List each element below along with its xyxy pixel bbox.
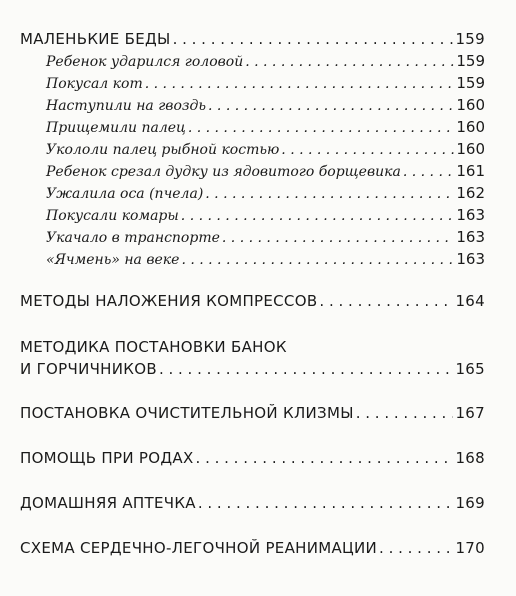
- toc-subentry-title: «Ячмень» на веке: [46, 252, 180, 268]
- dot-leader: [205, 186, 454, 202]
- toc-entry-cups-title-line1: МЕТОДИКА ПОСТАНОВКИ БАНОК: [20, 338, 287, 356]
- toc-subentry-title: Прищемили палец: [46, 120, 186, 136]
- dot-leader: [145, 76, 455, 92]
- toc-subentry-title: Укололи палец рыбной костью: [46, 142, 280, 158]
- toc-subentry-page: 160: [456, 118, 485, 136]
- toc-subentry-title: Ужалила оса (пчела): [46, 186, 204, 202]
- toc-entry-page: 167: [455, 404, 485, 422]
- toc-entry-title: ДОМАШНЯЯ АПТЕЧКА: [20, 494, 196, 512]
- dot-leader: [356, 404, 454, 422]
- dot-leader: [188, 120, 455, 136]
- dot-leader: [222, 230, 454, 246]
- toc-subentry-title: Наступили на гвоздь: [46, 98, 207, 114]
- toc-subentry[interactable]: [46, 184, 485, 202]
- dot-leader: [245, 54, 454, 70]
- toc-subentry-page: 163: [456, 250, 485, 268]
- toc-entry-page: 170: [455, 539, 485, 557]
- toc-subentry-page: 159: [456, 74, 485, 92]
- toc-entry-title: ПОМОЩЬ ПРИ РОДАХ: [20, 449, 194, 467]
- toc-subentry-title: Покусали комары: [46, 208, 179, 224]
- dot-leader: [181, 208, 455, 224]
- dot-leader: [208, 98, 454, 114]
- toc-subentry-page: 160: [456, 140, 485, 158]
- dot-leader: [159, 360, 454, 378]
- toc-subentry[interactable]: [46, 96, 485, 114]
- toc-entry-enema[interactable]: [20, 404, 485, 422]
- toc-subentry-page: 159: [456, 52, 485, 70]
- toc-subentry[interactable]: [46, 118, 485, 136]
- toc-entry-page: 164: [455, 292, 485, 310]
- dot-leader: [173, 30, 454, 48]
- toc-entry-small-troubles[interactable]: [20, 30, 485, 48]
- toc-entry-title: МАЛЕНЬКИЕ БЕДЫ: [20, 30, 171, 48]
- dot-leader: [319, 292, 453, 310]
- toc-entry-cpr[interactable]: [20, 539, 485, 557]
- dot-leader: [181, 252, 454, 268]
- toc-entry-cups[interactable]: [20, 360, 485, 378]
- toc-entry-page: 169: [455, 494, 485, 512]
- toc-entry-title: И ГОРЧИЧНИКОВ: [20, 360, 157, 378]
- dot-leader: [281, 142, 454, 158]
- toc-subentry[interactable]: [46, 52, 485, 70]
- dot-leader: [379, 539, 453, 557]
- toc-entry-childbirth[interactable]: [20, 449, 485, 467]
- toc-subentry[interactable]: [46, 74, 485, 92]
- toc-subentry[interactable]: [46, 250, 485, 268]
- toc-subentry[interactable]: [46, 206, 485, 224]
- dot-leader: [196, 449, 454, 467]
- toc-subentry[interactable]: [46, 228, 485, 246]
- toc-subentry-page: 163: [456, 228, 485, 246]
- toc-entry-page: 168: [455, 449, 485, 467]
- toc-subentry[interactable]: [46, 162, 485, 180]
- toc-entry-compresses[interactable]: [20, 292, 485, 310]
- toc-subentry-title: Укачало в транспорте: [46, 230, 220, 246]
- toc-subentry-title: Покусал кот: [46, 76, 143, 92]
- toc-subentry-title: Ребенок срезал дудку из ядовитого борщевика: [46, 164, 401, 180]
- dot-leader: [198, 494, 454, 512]
- toc-subentry-page: 162: [456, 184, 485, 202]
- toc-entry-page: 165: [455, 360, 485, 378]
- toc-subentry-title: Ребенок ударился головой: [46, 54, 244, 70]
- toc-entry-page: 159: [455, 30, 485, 48]
- toc-subentry-page: 163: [456, 206, 485, 224]
- toc-subentry-page: 160: [456, 96, 485, 114]
- toc-entry-title: СХЕМА СЕРДЕЧНО-ЛЕГОЧНОЙ РЕАНИМАЦИИ: [20, 539, 378, 557]
- dot-leader: [403, 164, 455, 180]
- toc-entry-title: МЕТОДЫ НАЛОЖЕНИЯ КОМПРЕССОВ: [20, 292, 318, 310]
- toc-entry-first-aid-kit[interactable]: [20, 494, 485, 512]
- toc-subentry[interactable]: [46, 140, 485, 158]
- toc-entry-title: ПОСТАНОВКА ОЧИСТИТЕЛЬНОЙ КЛИЗМЫ: [20, 404, 354, 422]
- toc-subentry-page: 161: [456, 162, 485, 180]
